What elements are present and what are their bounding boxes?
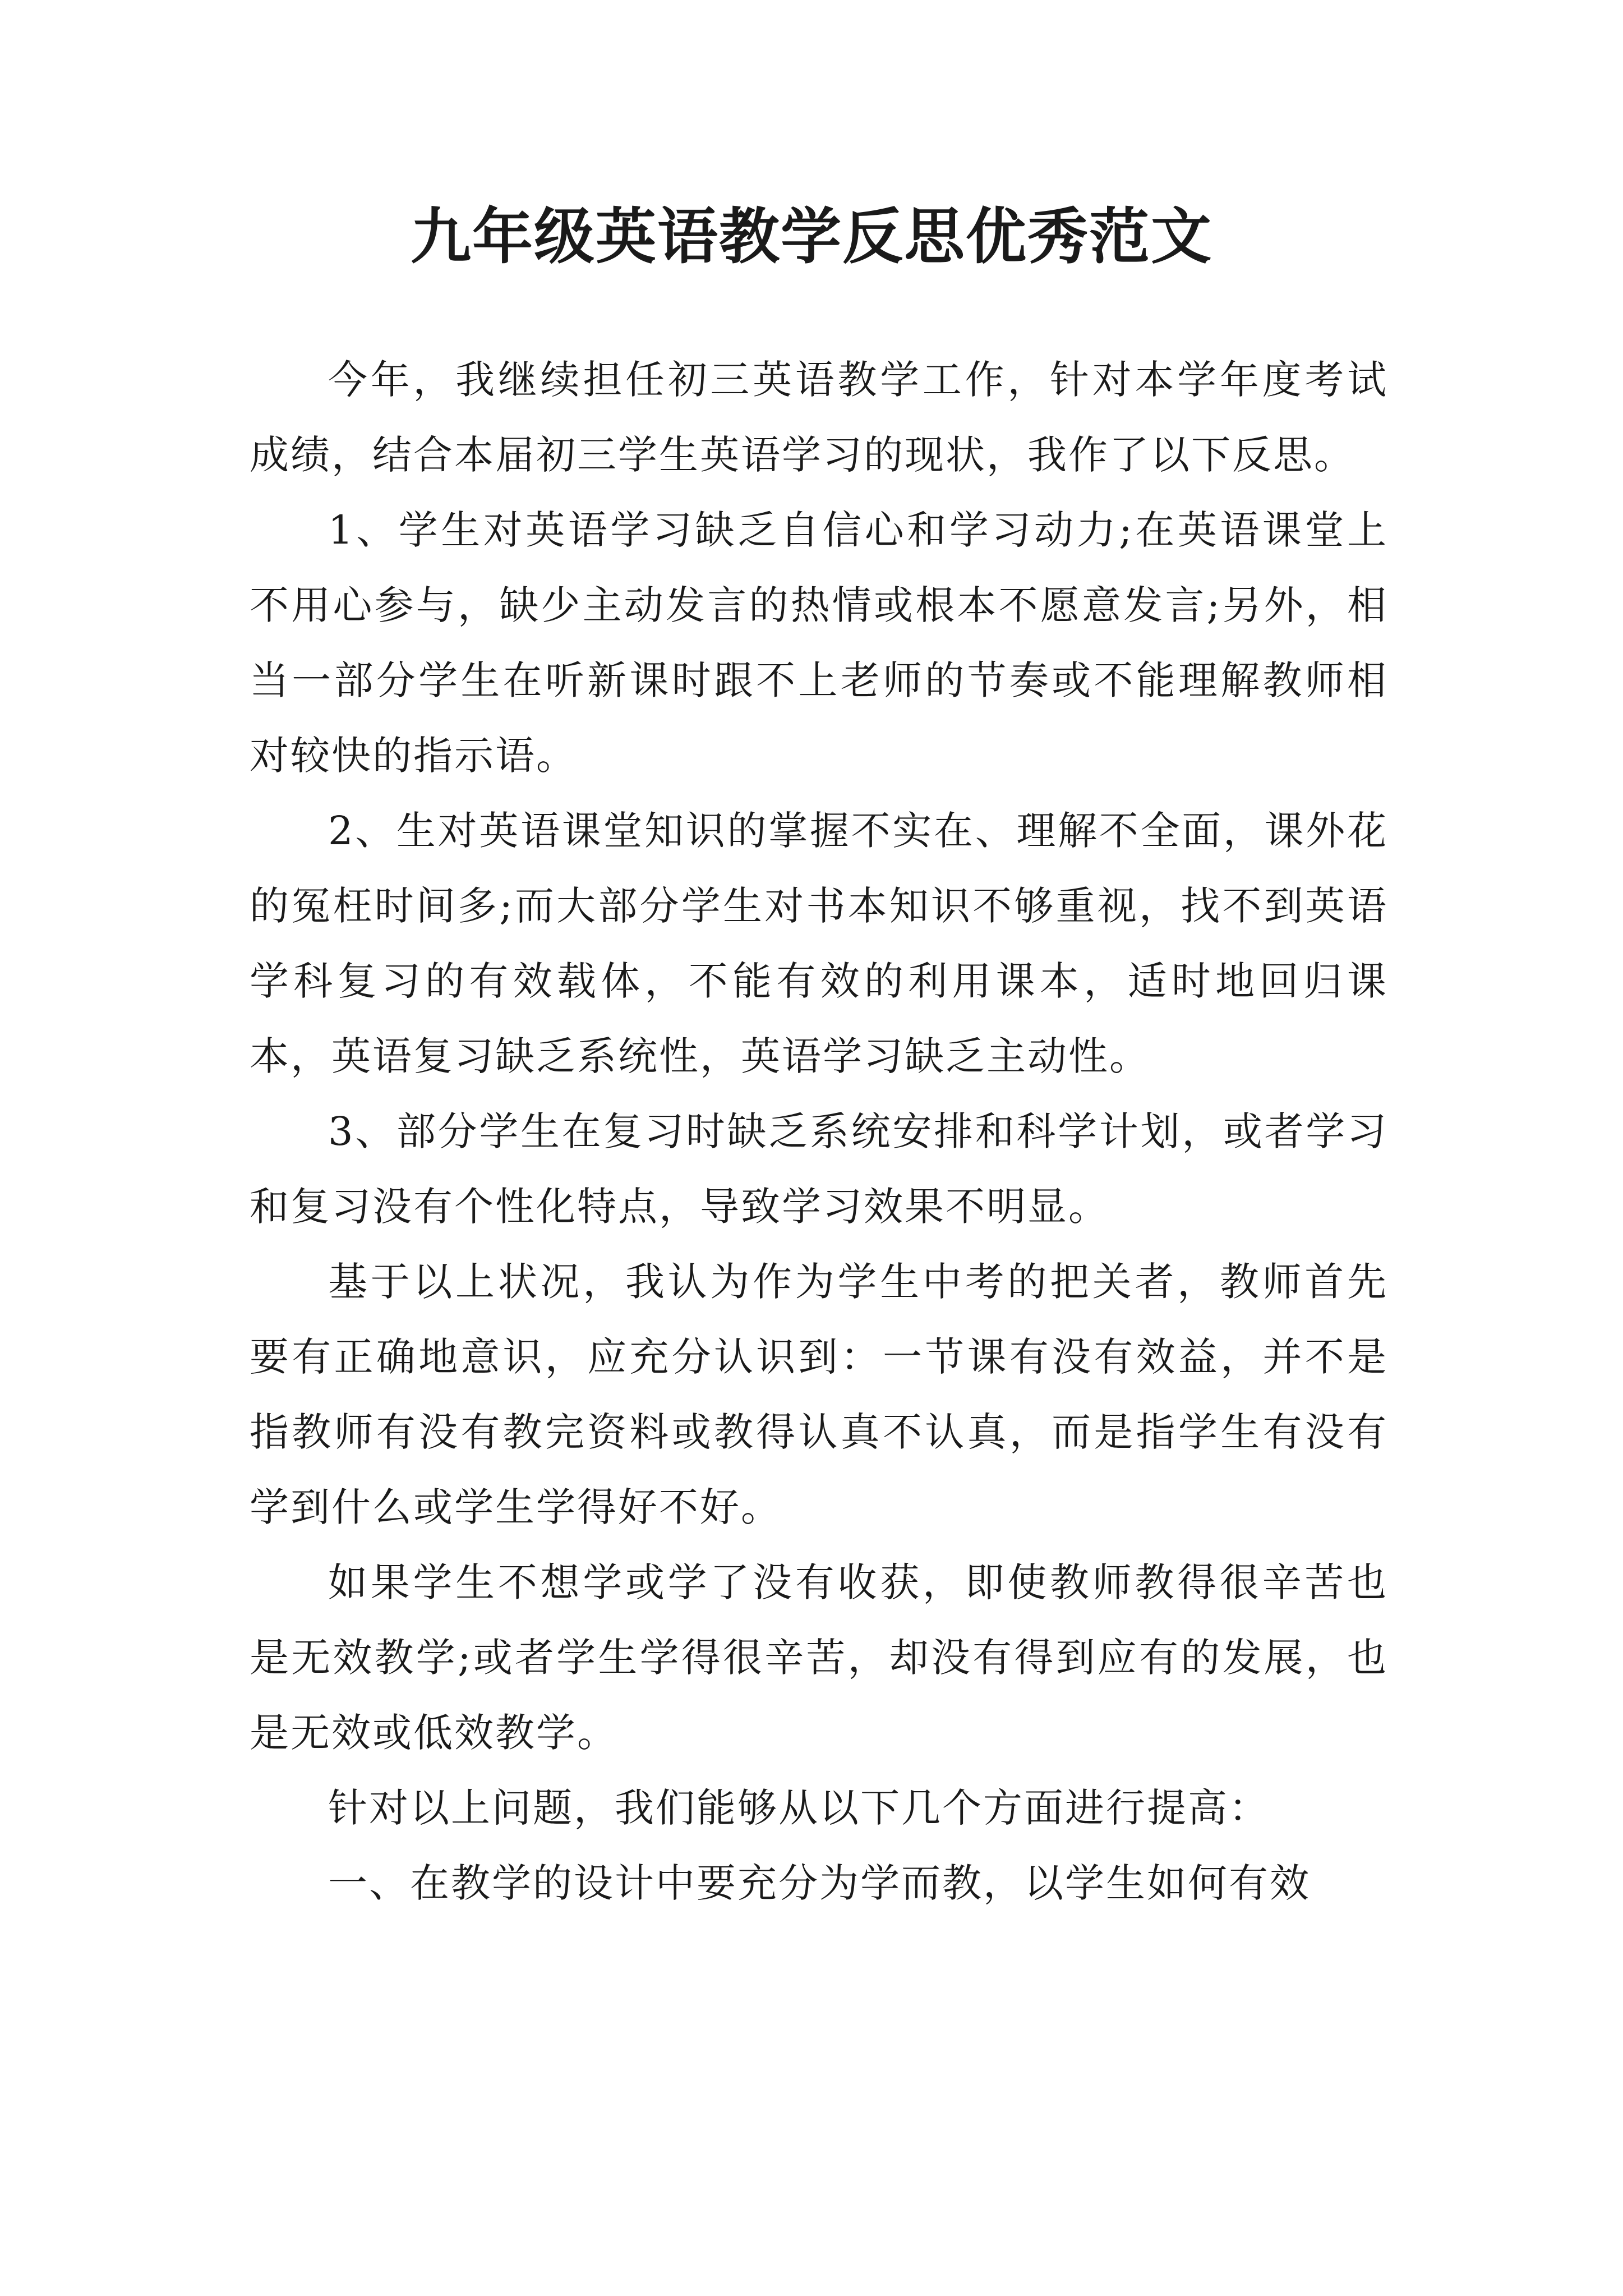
document-title: 九年级英语教学反思优秀范文 [410, 201, 1212, 272]
document-body [250, 342, 1388, 1921]
paragraph-point-1: 1、学生对英语学习缺乏自信心和学习动力;在英语课堂上不用心参与，缺少主动发言的热情或根本不愿意发言;另外，相当一部分学生在听新课时跟不上老师的节奏或不能理解教师相对较快的指示语。 [250, 507, 1388, 779]
paragraph-basis: 基于以上状况，我认为作为学生中考的把关者，教师首先要有正确地意识，应充分认识到：一节课有没有效益，并不是指教师有没有教完资料或教得认真不认真，而是指学生有没有学到什么或学生学得好不好。 [250, 1259, 1388, 1530]
paragraph-point-2: 2、生对英语课堂知识的掌握不实在、理解不全面，课外花的冤枉时间多;而大部分学生对书本知识不够重视，找不到英语学科复习的有效载体，不能有效的利用课本，适时地回归课本，英语复习缺乏系统性，英语学习缺乏主动性。 [250, 808, 1388, 1079]
paragraph-intro: 今年，我继续担任初三英语教学工作，针对本学年度考试成绩，结合本届初三学生英语学习的现状，我作了以下反思。 [250, 357, 1388, 478]
paragraph-improvement-1: 一、在教学的设计中要充分为学而教，以学生如何有效 [328, 1860, 1311, 1906]
paragraph-improvements-intro: 针对以上问题，我们能够从以下几个方面进行提高： [328, 1785, 1270, 1831]
paragraph-point-3: 3、部分学生在复习时缺乏系统安排和科学计划，或者学习和复习没有个性化特点，导致学习效果不明显。 [250, 1108, 1388, 1230]
paragraph-ineffective-teaching: 如果学生不想学或学了没有收获，即使教师教得很辛苦也是无效教学;或者学生学得很辛苦，却没有得到应有的发展，也是无效或低效教学。 [250, 1559, 1388, 1756]
